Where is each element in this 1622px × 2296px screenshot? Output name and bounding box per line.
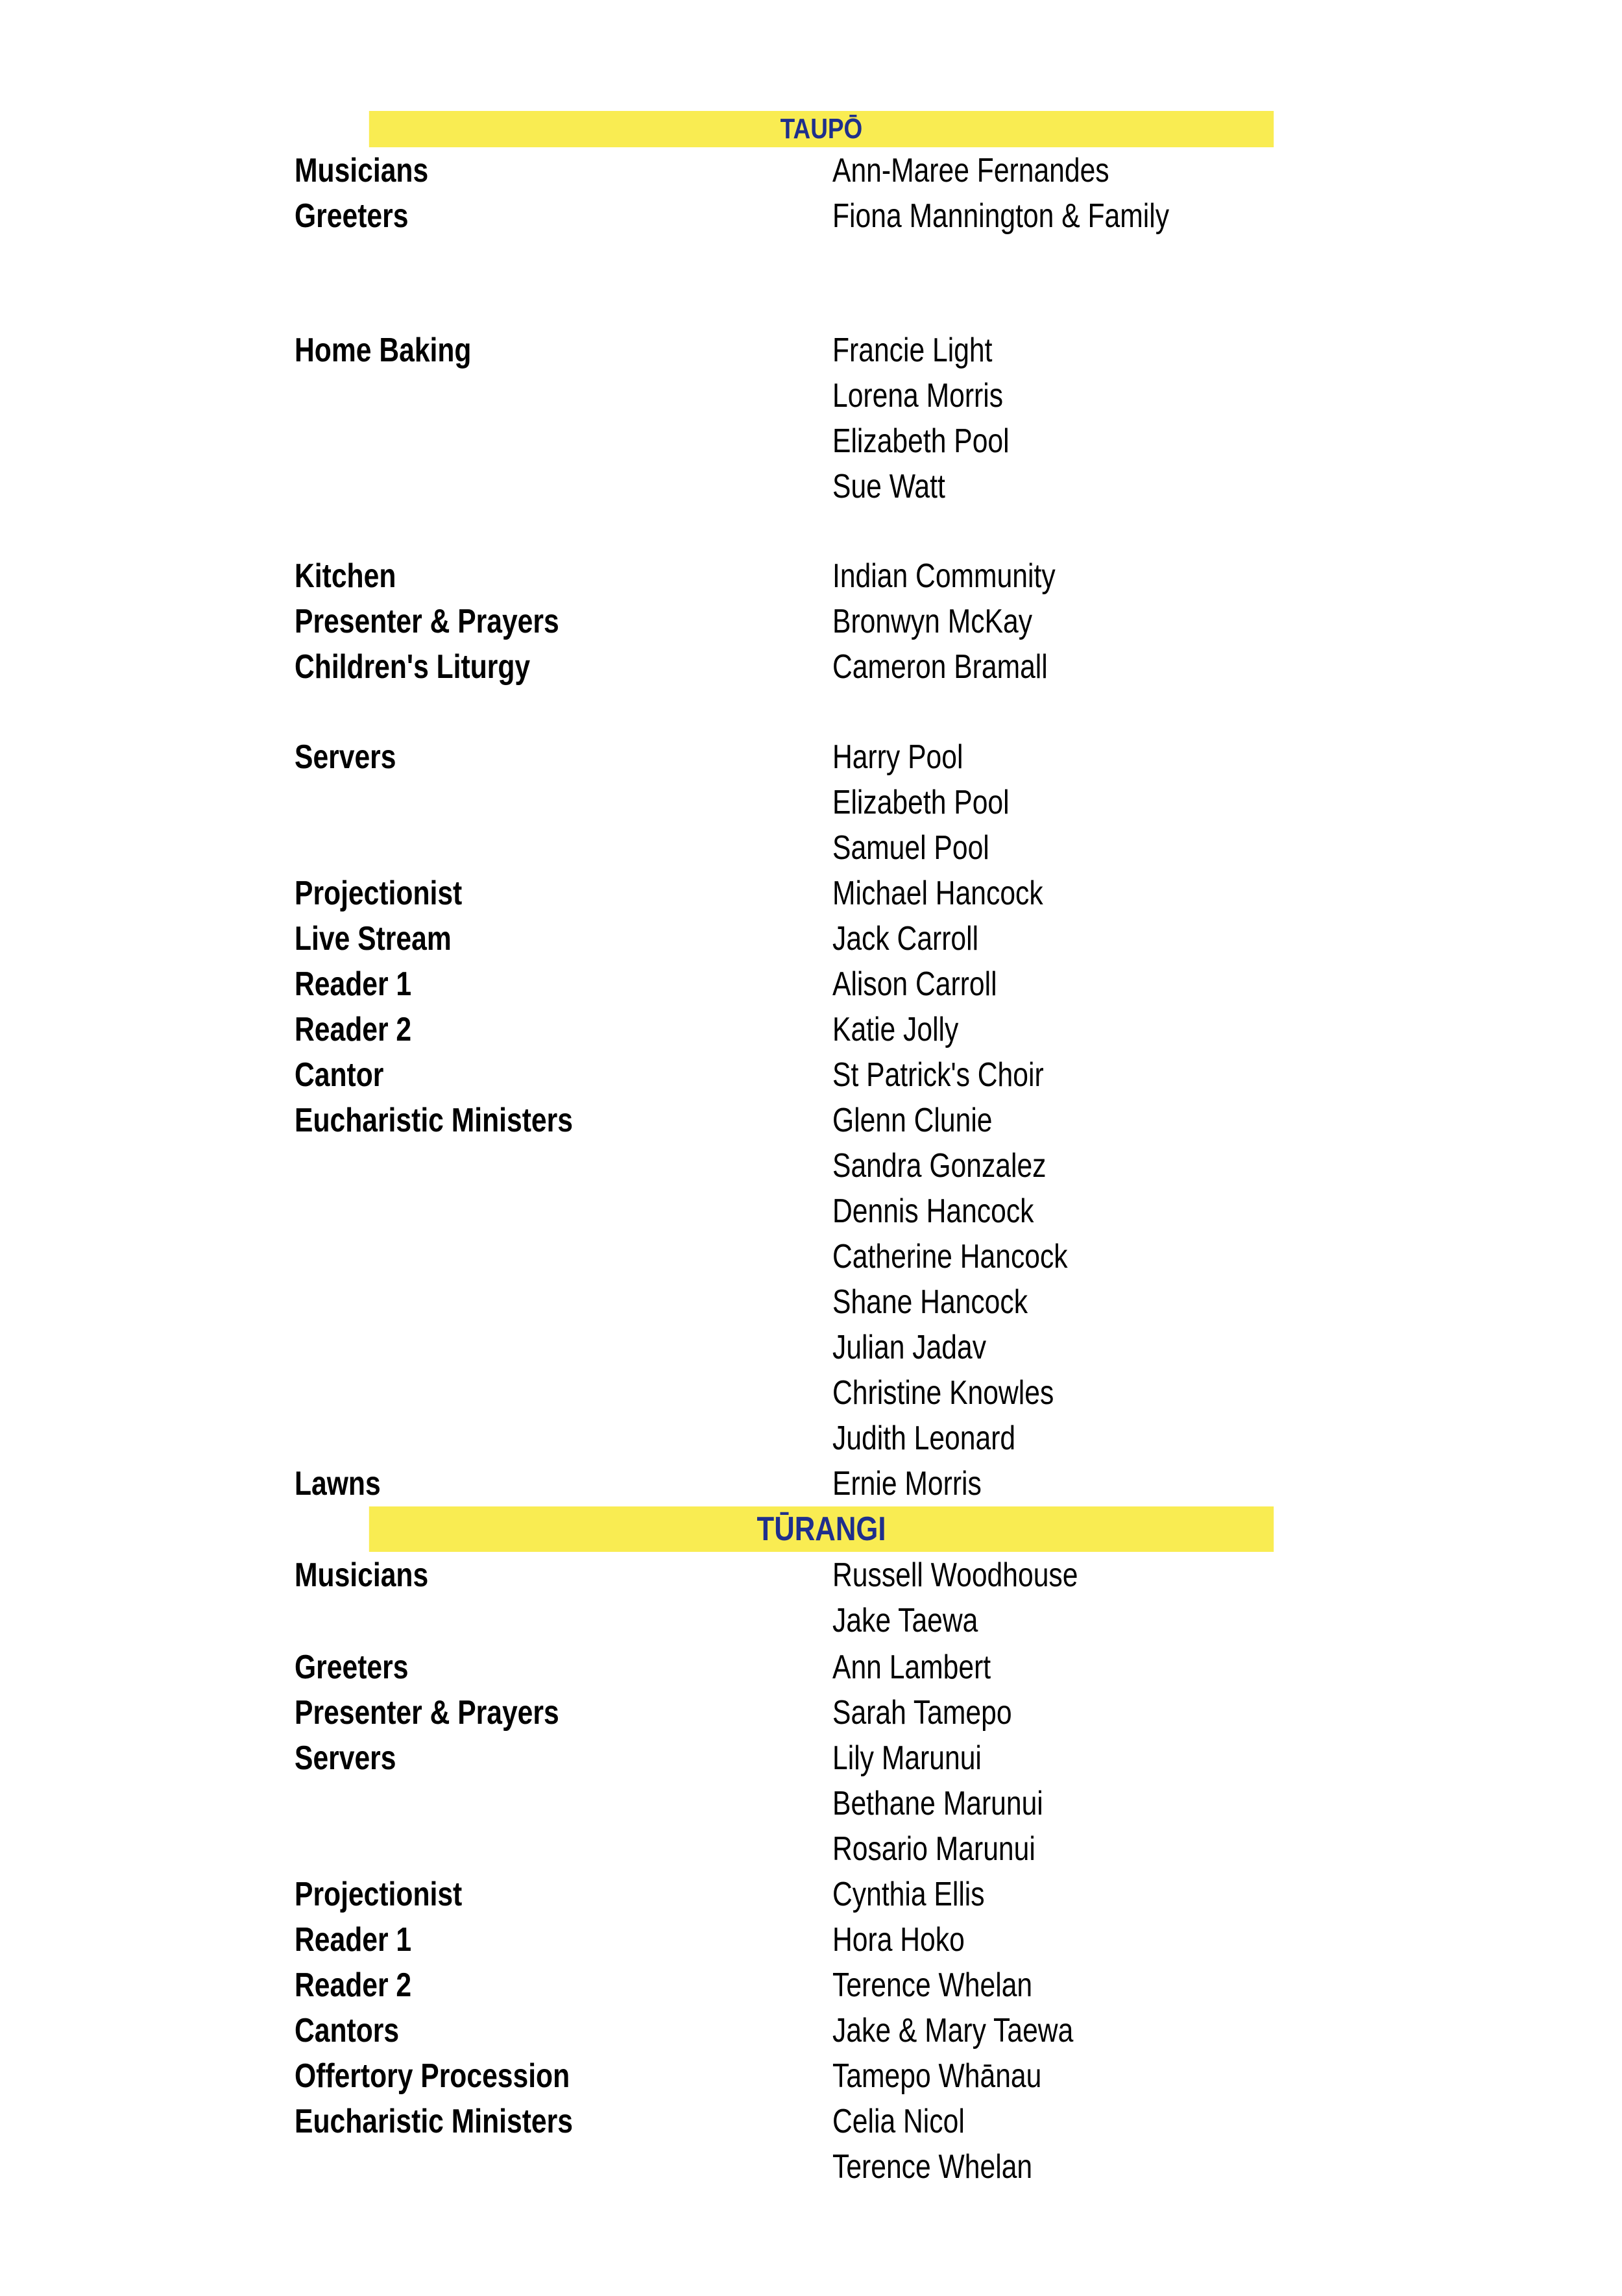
roster-row xyxy=(0,1690,1622,1735)
role-label: Live Stream xyxy=(295,920,452,958)
role-label: Reader 2 xyxy=(295,1966,412,2004)
person-name: Jack Carroll xyxy=(832,920,979,958)
person-name: Ann Lambert xyxy=(832,1649,991,1686)
roster-row xyxy=(0,2053,1622,2099)
section-title: TAUPŌ xyxy=(780,113,863,145)
roster-row xyxy=(0,961,1622,1007)
person-name: Glenn Clunie xyxy=(832,1102,993,1139)
roster-row xyxy=(0,1370,1622,1416)
person-name: Hora Hoko xyxy=(832,1921,965,1959)
person-name: Cameron Bramall xyxy=(832,648,1048,686)
person-name: Harry Pool xyxy=(832,738,963,776)
role-label: Musicians xyxy=(295,152,429,189)
person-name: Francie Light xyxy=(832,332,993,369)
roster-row xyxy=(0,825,1622,871)
role-label: Reader 1 xyxy=(295,965,412,1003)
person-name: Sarah Tamepo xyxy=(832,1694,1012,1732)
roster-row xyxy=(0,734,1622,780)
roster-row xyxy=(0,464,1622,509)
role-label: Greeters xyxy=(295,197,409,235)
roster-row xyxy=(0,1189,1622,1234)
roster-row xyxy=(0,644,1622,690)
role-label: Eucharistic Ministers xyxy=(295,2103,573,2140)
person-name: Terence Whelan xyxy=(832,2148,1033,2186)
role-label: Reader 1 xyxy=(295,1921,412,1959)
roster-row xyxy=(0,148,1622,193)
role-label: Presenter & Prayers xyxy=(295,603,559,640)
person-name: Ann-Maree Fernandes xyxy=(832,152,1109,189)
section-header-taupo xyxy=(369,111,1274,147)
role-label: Presenter & Prayers xyxy=(295,1694,559,1732)
role-label: Musicians xyxy=(295,1556,429,1594)
roster-row xyxy=(0,599,1622,644)
roster-row xyxy=(0,780,1622,825)
person-name: Bronwyn McKay xyxy=(832,603,1033,640)
role-label: Greeters xyxy=(295,1649,409,1686)
roster-row xyxy=(0,553,1622,599)
role-label: Children's Liturgy xyxy=(295,648,531,686)
roster-row xyxy=(0,916,1622,961)
roster-row xyxy=(0,418,1622,464)
roster-row xyxy=(0,2008,1622,2053)
roster-row xyxy=(0,1917,1622,1963)
roster-row xyxy=(0,1325,1622,1370)
person-name: Katie Jolly xyxy=(832,1011,959,1048)
role-label: Eucharistic Ministers xyxy=(295,1102,573,1139)
role-label: Cantor xyxy=(295,1056,384,1094)
person-name: Jake Taewa xyxy=(832,1602,978,1639)
person-name: Michael Hancock xyxy=(832,875,1043,912)
roster-row xyxy=(0,1826,1622,1872)
section-title: TŪRANGI xyxy=(757,1510,886,1548)
roster-row xyxy=(0,1098,1622,1143)
role-label: Servers xyxy=(295,738,396,776)
person-name: Lorena Morris xyxy=(832,377,1004,415)
person-name: Bethane Marunui xyxy=(832,1785,1043,1822)
person-name: Elizabeth Pool xyxy=(832,422,1010,460)
role-label: Home Baking xyxy=(295,332,472,369)
person-name: Jake & Mary Taewa xyxy=(832,2012,1074,2049)
roster-row xyxy=(0,1735,1622,1781)
person-name: Dennis Hancock xyxy=(832,1192,1034,1230)
roster-row xyxy=(0,1781,1622,1826)
roster-row xyxy=(0,1279,1622,1325)
roster-row xyxy=(0,1963,1622,2008)
roster-row xyxy=(0,1553,1622,1598)
person-name: Elizabeth Pool xyxy=(832,784,1010,821)
person-name: Celia Nicol xyxy=(832,2103,965,2140)
role-label: Lawns xyxy=(295,1465,381,1503)
role-label: Projectionist xyxy=(295,875,463,912)
roster-row xyxy=(0,1416,1622,1461)
person-name: Samuel Pool xyxy=(832,829,989,867)
person-name: Julian Jadav xyxy=(832,1329,987,1366)
person-name: Judith Leonard xyxy=(832,1420,1016,1457)
person-name: Ernie Morris xyxy=(832,1465,982,1503)
person-name: Terence Whelan xyxy=(832,1966,1033,2004)
person-name: Sue Watt xyxy=(832,468,945,505)
person-name: St Patrick's Choir xyxy=(832,1056,1044,1094)
role-label: Offertory Procession xyxy=(295,2057,570,2095)
role-label: Reader 2 xyxy=(295,1011,412,1048)
role-label: Cantors xyxy=(295,2012,400,2049)
roster-row xyxy=(0,328,1622,373)
person-name: Fiona Mannington & Family xyxy=(832,197,1170,235)
person-name: Indian Community xyxy=(832,557,1056,595)
role-label: Servers xyxy=(295,1739,396,1777)
person-name: Alison Carroll xyxy=(832,965,997,1003)
person-name: Tamepo Whānau xyxy=(832,2057,1042,2095)
role-label: Kitchen xyxy=(295,557,396,595)
roster-row xyxy=(0,1598,1622,1643)
roster-row xyxy=(0,1872,1622,1917)
roster-row xyxy=(0,1052,1622,1098)
person-name: Shane Hancock xyxy=(832,1283,1028,1321)
roster-row xyxy=(0,2144,1622,2190)
roster-row xyxy=(0,1007,1622,1052)
roster-row xyxy=(0,373,1622,418)
person-name: Rosario Marunui xyxy=(832,1830,1035,1868)
roster-row xyxy=(0,1143,1622,1189)
roster-row xyxy=(0,193,1622,239)
person-name: Catherine Hancock xyxy=(832,1238,1068,1275)
roster-row xyxy=(0,1461,1622,1506)
person-name: Russell Woodhouse xyxy=(832,1556,1078,1594)
person-name: Cynthia Ellis xyxy=(832,1876,985,1913)
roster-row xyxy=(0,1234,1622,1279)
person-name: Christine Knowles xyxy=(832,1374,1054,1412)
roster-row xyxy=(0,871,1622,916)
person-name: Lily Marunui xyxy=(832,1739,982,1777)
section-header-turangi xyxy=(369,1506,1274,1552)
roster-row xyxy=(0,1645,1622,1690)
person-name: Sandra Gonzalez xyxy=(832,1147,1047,1185)
roster-row xyxy=(0,2099,1622,2144)
role-label: Projectionist xyxy=(295,1876,463,1913)
